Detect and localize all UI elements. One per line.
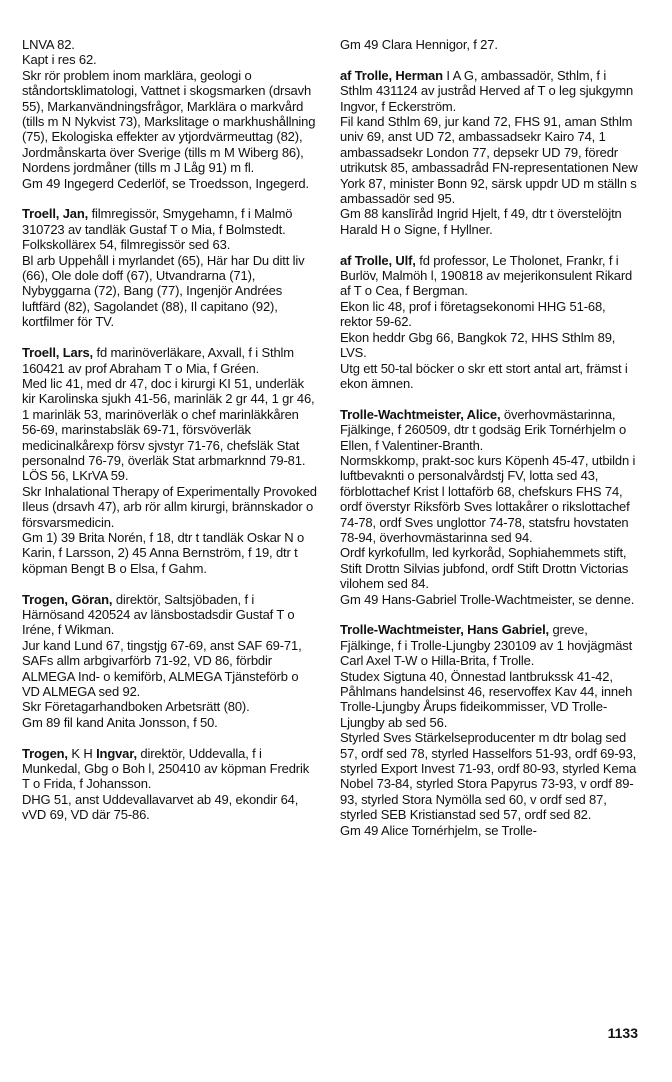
entry-line: LNVA 82. <box>22 37 75 52</box>
continued-entry <box>340 37 640 52</box>
entry-name: Troell, Lars, <box>22 345 94 361</box>
entry-header <box>340 622 640 668</box>
biography-entry <box>22 345 318 576</box>
entry-line: Ekon lic 48, prof i företagsekonomi HHG 51-68, rektor 59-62. <box>340 298 606 330</box>
entry-name-plain: K H <box>67 745 97 761</box>
continued-entry <box>22 37 318 191</box>
entry-line: DHG 51, anst Uddevallavarvet ab 49, ekondir 64, vVD 69, VD där 75-86. <box>22 791 299 823</box>
entry-header <box>22 592 318 638</box>
entry-name: Troell, Jan, <box>22 206 89 222</box>
entry-line: Gm 49 Alice Tornérhjelm, se Trolle- <box>340 822 537 838</box>
entry-header <box>22 206 318 237</box>
biography-entry <box>340 68 640 237</box>
entry-name: Trogen, <box>22 745 68 761</box>
biography-entry <box>340 622 640 838</box>
entry-intro: fd marinöverläkare, Axvall, f i Sthlm 160421 av prof Abraham T o Mia, f Gréen. <box>22 345 294 376</box>
entry-intro: fd professor, Le Tholonet, Frankr, f i Burlöv, Malmöh l, 190818 av mejerikonsulent Rikard af T o Cea, f Bergman. <box>340 252 633 299</box>
entry-intro: överhovmästarinna, Fjälkinge, f 260509, dtr t godsäg Erik Tornérhjelm o Ellen, f Valentiner-Branth. <box>340 406 627 453</box>
entry-name: af Trolle, Herman <box>340 67 443 83</box>
entry-line: Gm 1) 39 Brita Norén, f 18, dtr t tandläk Oskar N o Karin, f Larsson, 2) 45 Anna Bernström, f 19, dtr t köpman Bengt B o Elsa, f Gahm. <box>22 529 305 576</box>
entry-line: Jur kand Lund 67, tingstjg 67-69, anst SAF 69-71, SAFs allm arbgivarförb 71-92, VD 86, förbdir ALMEGA Ind- o kemiförb, ALMEGA Tjänsteförb o VD ALMEGA sed 92. <box>22 637 302 700</box>
entry-line: Gm 49 Clara Hennigor, f 27. <box>340 37 498 52</box>
entry-intro: greve, Fjälkinge, f i Trolle-Ljungby 230109 av 1 hovjägmäst Carl Axel T-W o Hilla-Brita, f Trolle. <box>340 622 633 669</box>
biography-entry <box>22 592 318 731</box>
entry-header <box>340 407 640 453</box>
entry-line: Gm 49 Ingegerd Cederlöf, se Troedsson, Ingegerd. <box>22 175 309 191</box>
entry-line: Skr Företagarhandboken Arbetsrätt (80). <box>22 699 250 715</box>
left-column <box>22 37 318 838</box>
entry-line: Ekon heddr Gbg 66, Bangkok 72, HHS Sthlm 89, LVS. <box>340 329 616 361</box>
entry-line: Med lic 41, med dr 47, doc i kirurgi KI 51, underläk kir Karolinska sjukh 41-56, marinläk 2 gr 44, 1 gr 46, 1 marinläk 53, marinöverläk o chef marinläkkåren 56-69, marinstabsläk 69-71, försvöverläk medicinalkårexp försv sjvstyr 71-76, chefsläk Stat personalnd 76-79, överläk Stat arbmarknnd 79-81. <box>22 375 315 468</box>
entry-line: Gm 88 kanslīråd Ingrid Hjelt, f 49, dtr t överstelöjtn Harald H o Signe, f Hyllner. <box>340 206 622 237</box>
entry-header <box>340 68 640 114</box>
entry-line: Gm 89 fil kand Anita Jonsson, f 50. <box>22 714 218 730</box>
entry-line: Studex Sigtuna 40, Önnestad lantbrukssk 41-42, Påhlmans handelsinst 46, reservoffex Kav 44, inneh Trolle-Ljungby Årups fideikommisser, VD Trolle-Ljungby ab sed 56. <box>340 668 633 730</box>
entry-name: Trogen, Göran, <box>22 591 113 607</box>
entry-line: LÖS 56, LKrVA 59. <box>22 468 129 484</box>
entry-line: Skr Inhalational Therapy of Experimentally Provoked Ileus (drsavh 47), arb rör allm kirurgi, brännskador o försvarsmedicin. <box>22 483 317 530</box>
entry-header <box>22 746 318 792</box>
entry-line: Utg ett 50-tal böcker o skr ett stort antal art, främst i ekon ämnen. <box>340 360 628 391</box>
entry-name: af Trolle, Ulf, <box>340 252 416 268</box>
entry-line: Kapt i res 62. <box>22 52 97 68</box>
entry-name: Trolle-Wachtmeister, Hans Gabriel, <box>340 622 549 638</box>
page-number: 1133 <box>607 1025 638 1041</box>
biography-entry <box>340 407 640 607</box>
entry-name: Trolle-Wachtmeister, Alice, <box>340 406 501 422</box>
entry-line: Fil kand Sthlm 69, jur kand 72, FHS 91, aman Sthlm univ 69, anst UD 72, ambassadsekr Kairo 74, 1 ambassadsekr London 77, depsekr UD 79, föredr utrikutsk 85, ambassadråd FN-representationen New York 87, minister Bonn 92, särsk uppdr UD m ställn s ambassadör sed 95. <box>340 114 638 207</box>
biography-entry <box>340 253 640 392</box>
entry-intro: filmregissör, Smygehamn, f i Malmö 310723 av tandläk Gustaf T o Mia, f Bolmstedt. <box>22 206 293 237</box>
entry-line: Ordf kyrkofullm, led kyrkoråd, Sophiahemmets stift, Stift Drottn Silvias jubfond, ordf Stift Drottn Victorias vilohem sed 84. <box>340 545 629 592</box>
entry-intro: I A G, ambassadör, Sthlm, f i Sthlm 431124 av justråd Herved af T o leg sjukgymn Ingvor, f Eckerström. <box>340 67 634 114</box>
entry-line: Bl arb Uppehåll i myrlandet (65), Här har Du ditt liv (66), Ole dole doff (67), Utvandrarna (71), Nybyggarna (72), Bang (77), Ingenjör Andrées luftfärd (82), Sagolandet (88), Il capitano (92), kortfilmer för TV. <box>22 252 305 330</box>
biography-entry <box>22 746 318 823</box>
entry-header <box>340 253 640 299</box>
entry-line: Gm 49 Hans-Gabriel Trolle-Wachtmeister, se denne. <box>340 591 635 607</box>
right-column <box>340 37 640 853</box>
entry-header <box>22 345 318 376</box>
entry-name-bold: Ingvar, <box>96 745 137 761</box>
entry-line: Normskkomp, prakt-soc kurs Köpenh 45-47, utbildn i luftbevaknti o personalvårdstj FV, lotta sed 43, förblottachef Krist l lottaförb 68, chefskurs FHS 74, ordf överstyr Riksförb Sves lottakårer o rikslottachef 74-78, ordf Sves unglottor 74-78, statsfru hovstaten 78-94, överhovmästarinna sed 94. <box>340 452 636 545</box>
entry-line: Styrled Sves Stärkelseproducenter m dtr bolag sed 57, ordf sed 78, styrled Hasselfors 51-93, ordf 69-93, styrled Export Invest 71-93, ordf 80-93, styrled Kema Nobel 73-84, styrled Stora Papyrus 73-93, v ordf 89-93, styrled Stora Nymölla sed 60, v ordf sed 87, styrled SEB Kristianstad sed 57, ordf sed 82. <box>340 730 637 823</box>
entry-line: Folkskollärex 54, filmregissör sed 63. <box>22 237 231 253</box>
entry-intro: direktör, Uddevalla, f i Munkedal, Gbg o Boh l, 250410 av köpman Fredrik T o Frida, f Johansson. <box>22 745 310 792</box>
entry-intro: direktör, Saltsjöbaden, f i Härnösand 420524 av länsbostadsdir Gustaf T o Iréne, f Wikman. <box>22 591 295 638</box>
biography-entry <box>22 206 318 329</box>
entry-line: Skr rör problem inom marklära, geologi o ståndortsklimatologi, Vattnet i skogsmarken (drsavh 55), Markanvändningsfrågor, Marklära o markvård (tills m N Nykvist 73), Markslitage o markhushållning (75), Ekologiska effekter av ytjordvärmeuttag (82), Jordmånskarta över Sverige (tills m M Wiberg 86), Nordens jordmåner (tills m J Låg 91) m fl. <box>22 67 316 176</box>
